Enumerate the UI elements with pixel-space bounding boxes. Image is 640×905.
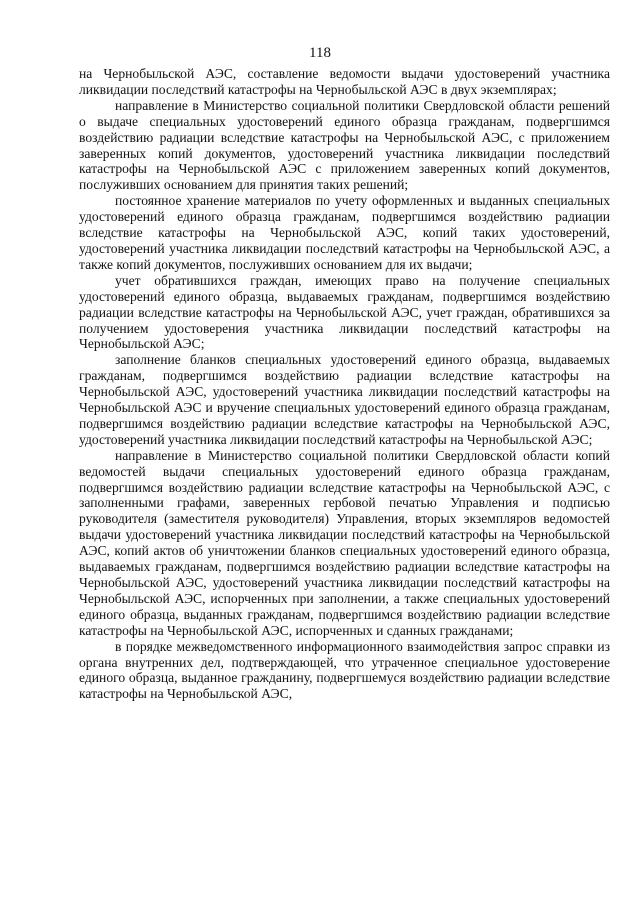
paragraph: заполнение бланков специальных удостоверений единого образца, выдаваемых гражданам, подвергшимся воздействию радиации вследствие катастрофы на Чернобыльской АЭС, удостоверений участника ликвидации последствий катастрофы на Чернобыльской АЭС и вручение специальных удостоверений единого образца гражданам, подвергшимся воздействию радиации вследствие катастрофы на Чернобыльской АЭС, удостоверений участника ликвидации последствий катастрофы на Чернобыльской АЭС; — [79, 352, 610, 447]
paragraph: постоянное хранение материалов по учету оформленных и выданных специальных удостоверений единого образца гражданам, подвергшимся воздействию радиации вследствие катастрофы на Чернобыльской АЭС, копий таких удостоверений, удостоверений участника ликвидации последствий катастрофы на Чернобыльской АЭС, а также копий документов, послуживших основанием для их выдачи; — [79, 193, 610, 272]
page-number: 118 — [309, 45, 331, 61]
body-text — [79, 66, 610, 702]
paragraph: учет обратившихся граждан, имеющих право на получение специальных удостоверений единого образца, выдаваемых гражданам, подвергшимся воздействию радиации вследствие катастрофы на Чернобыльской АЭС, учет граждан, обратившихся за получением удостоверения участника ликвидации последствий катастрофы на Чернобыльской АЭС; — [79, 272, 610, 352]
paragraph: в порядке межведомственного информационного взаимодействия запрос справки из органа внутренних дел, подтверждающей, что утраченное специальное удостоверение единого образца, выданное гражданину, подвергшемуся воздействию радиации вследствие катастрофы на Чернобыльской АЭС, — [79, 638, 610, 702]
paragraph: направление в Министерство социальной политики Свердловской области решений о выдаче специальных удостоверений единого образца гражданам, подвергшимся воздействию радиации вследствие катастрофы на Чернобыльской АЭС, с приложением заверенных копий документов, удостоверений участника ликвидации последствий катастрофы на Чернобыльской АЭС с приложением заверенных копий документов, послуживших основанием для принятия таких решений; — [79, 97, 610, 193]
paragraph: направление в Министерство социальной политики Свердловской области копий ведомостей выдачи специальных удостоверений единого образца гражданам, подвергшимся воздействию радиации вследствие катастрофы на Чернобыльской АЭС, с заполненными графами, заверенных гербовой печатью Управления и подписью руководителя (заместителя руководителя) Управления, вторых экземпляров ведомостей выдачи удостоверений участника ликвидации последствий катастрофы на Чернобыльской АЭС, копий актов об уничтожении бланков специальных удостоверений единого образца, выдаваемых гражданам, подвергшимся воздействию радиации вследствие катастрофы на Чернобыльской АЭС, удостоверений участника ликвидации последствий катастрофы на Чернобыльской АЭС, испорченных при заполнении, а также специальных удостоверений единого образца, выданных гражданам, подвергшимся воздействию радиации вследствие катастрофы на Чернобыльской АЭС, испорченных и сданных гражданами; — [79, 447, 610, 638]
paragraph: на Чернобыльской АЭС, составление ведомости выдачи удостоверений участника ликвидации последствий катастрофы на Чернобыльской АЭС в двух экземплярах; — [79, 66, 610, 97]
